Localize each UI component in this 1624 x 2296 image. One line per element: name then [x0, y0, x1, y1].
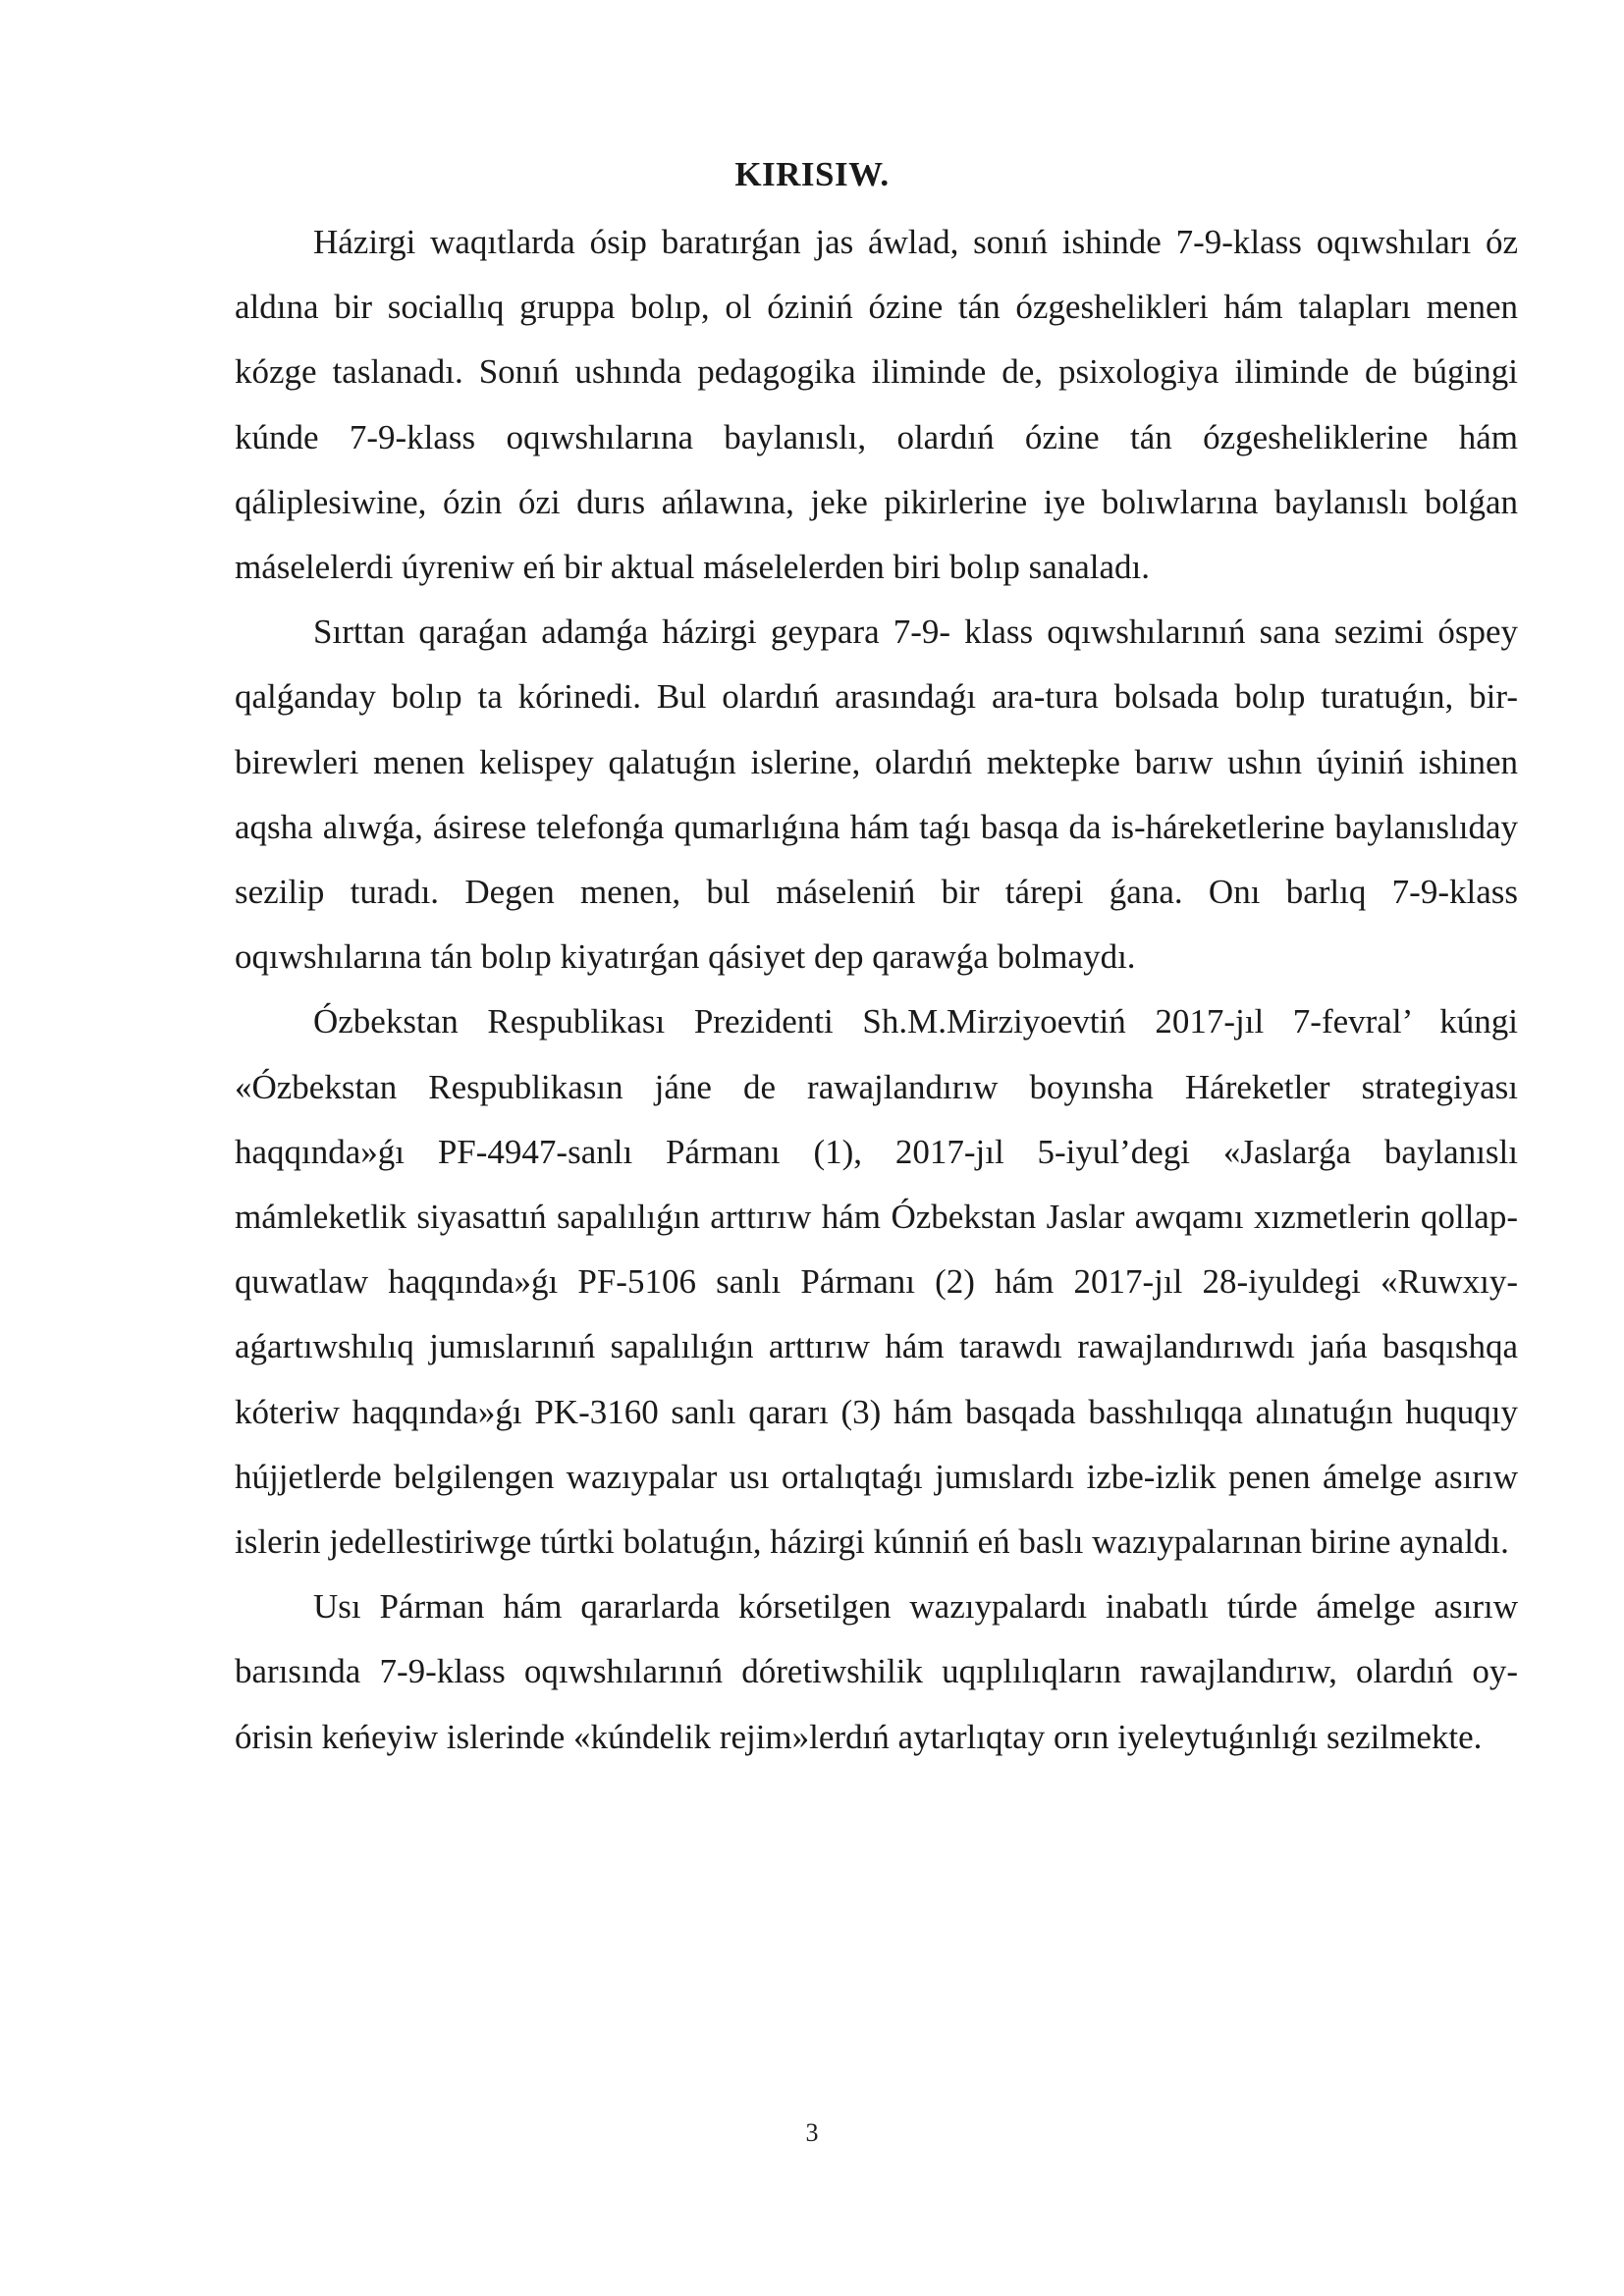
page-number: 3	[805, 2118, 819, 2147]
paragraph-1: Házirgi waqıtlarda ósip baratırǵan jas áwlad, sonıń ishinde 7-9-klass oqıwshıları óz aldına bir sociallıq gruppa bolıp, ol óziniń ózine tán ózgeshelikleri hám talapları menen kózge taslanadı. Sonıń ushında pedagogika iliminde de, psixologiya iliminde de búgingi kúnde 7-9-klass oqıwshılarına baylanıslı, olardıń ózine tán ózgesheliklerine hám qáliplesiwine, ózin ózi durıs ańlawına, jeke pikirlerine iye bolıwlarına baylanıslı bolǵan máselelerdi úyreniw eń bir aktual máselelerden biri bolıp sanaladı.	[235, 223, 1518, 587]
paragraph-4: Usı Párman hám qararlarda kórsetilgen wazıypalardı inabatlı túrde ámelge asırıw barısında 7-9-klass oqıwshılarınıń dóretiwshilik uqıplılıqların rawajlandırıw, olardıń oy-órisin keńeyiw islerinde «kúndelik rejim»lerdıń aytarlıqtay orın iyeleytuǵınlıǵı sezilmekte.	[235, 1587, 1518, 1756]
page-title: KIRISIW.	[734, 155, 890, 193]
paragraph-2: Sırttan qaraǵan adamǵa házirgi geypara 7-9- klass oqıwshılarınıń sana sezimi óspey qalǵanday bolıp ta kórinedi. Bul olardıń arasındaǵı ara-tura bolsada bolıp turatuǵın, bir-birewleri menen kelispey qalatuǵın islerine, olardıń mektepke barıw ushın úyiniń ishinen aqsha alıwǵa, ásirese telefonǵa qumarlıǵına hám taǵı basqa da is-háreketlerine baylanıslıday sezilip turadı. Degen menen, bul máseleniń bir tárepi ǵana. Onı barlıq 7-9-klass oqıwshılarına tán bolıp kiyatırǵan qásiyet dep qarawǵa bolmaydı.	[235, 613, 1518, 977]
body-text	[235, 210, 1518, 1770]
paragraph-3: Ózbekstan Respublikası Prezidenti Sh.M.Mirziyoevtiń 2017-jıl 7-fevral’ kúngi «Ózbekstan Respublikasın jáne de rawajlandırıw boyınsha Háreketler strategiyası haqqında»ǵı PF-4947-sanlı Pármanı (1), 2017-jıl 5-iyul’degi «Jaslarǵa baylanıslı mámleketlik siyasattıń sapalılıǵın arttırıw hám Ózbekstan Jaslar awqamı xızmetlerin qollap-quwatlaw haqqında»ǵı PF-5106 sanlı Pármanı (2) hám 2017-jıl 28-iyuldegi «Ruwxıy-aǵartıwshılıq jumıslarınıń sapalılıǵın arttırıw hám tarawdı rawajlandırıwdı jańa basqıshqa kóteriw haqqında»ǵı PK-3160 sanlı qararı (3) hám basqada basshılıqqa alınatuǵın huquqıy hújjetlerde belgilengen wazıypalar usı ortalıqtaǵı jumıslardı izbe-izlik penen ámelge asırıw islerin jedellestiriwge túrtki bolatuǵın, házirgi kúnniń eń baslı wazıypalarınan birine aynaldı.	[235, 1002, 1518, 1562]
